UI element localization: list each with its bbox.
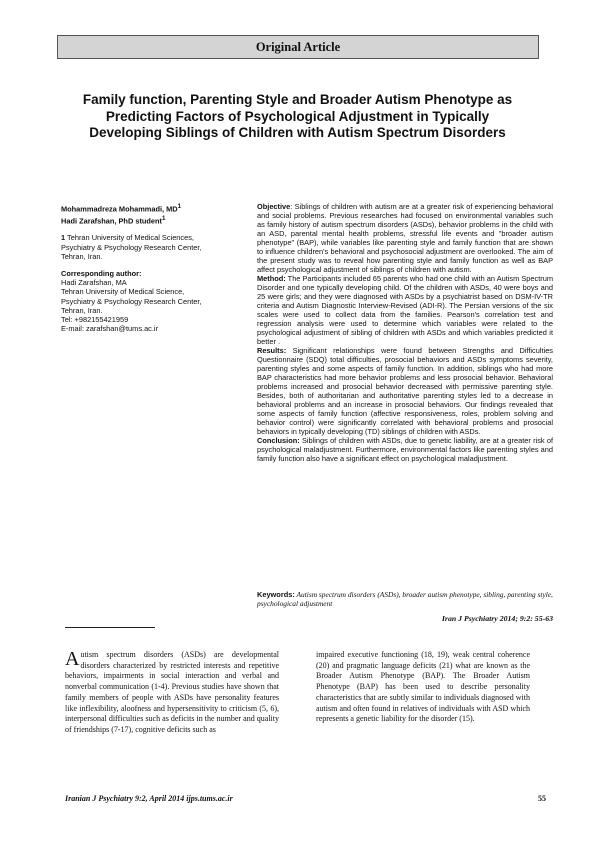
author-2-affiliation-mark: 1 bbox=[162, 214, 166, 222]
corresponding-email: E-mail: zarafshan@tums.ac.ir bbox=[61, 324, 159, 334]
journal-citation: Iran J Psychiatry 2014; 9:2: 55-63 bbox=[441, 614, 553, 623]
page-number: 55 bbox=[538, 794, 546, 803]
drop-cap: A bbox=[65, 648, 80, 670]
conclusion-text: Siblings of children with ASDs, due to genetic liability, are at a greater risk of psychological maladjustment. Furthermore, environmental factors like parenting styles and family function also have a significant effect on psychological maladjustment. bbox=[257, 436, 553, 464]
affiliation-number: 1 bbox=[61, 233, 66, 243]
abstract-objective bbox=[257, 202, 553, 274]
corresponding-phone: Tel: +982155421959 bbox=[61, 314, 129, 324]
keywords bbox=[257, 590, 553, 609]
corresponding-line: Hadi Zarafshan, MA bbox=[61, 278, 127, 288]
footer-journal-info: Iranian J Psychiatry 9:2, April 2014 ijps.tums.ac.ir bbox=[65, 794, 233, 803]
abstract-method bbox=[257, 274, 553, 346]
author-block bbox=[61, 202, 211, 333]
author-1 bbox=[61, 202, 211, 214]
results-text: Significant relationships were found between Strengths and Difficulties Questionnaire (SDQ) total difficulties, prosocial behaviors and ASDs symptoms severity, parenting styles and some aspects of family function. In addition, siblings who had more BAP characteristics had more behavior problems and less prosocial behavior. Behavioral problems increased and prosocial behavior decreased with permissive parenting style. Besides, both of authoritarian and authoritative parenting styles led to a decrease in behavioral problems and an increase in prosocial behaviors. Our findings revealed that some aspects of family function (affective responsiveness, roles, problem solving and behavior control) were significantly correlated with behavioral problems and prosocial behaviors in typically developing (TD) siblings of children with ASDs. bbox=[257, 346, 553, 437]
author-1-name: Mohammadreza Mohammadi, MD bbox=[61, 204, 178, 214]
results-label: Results: bbox=[257, 346, 287, 356]
corresponding-author-label: Corresponding author: bbox=[61, 268, 142, 278]
method-text: The Participants included 65 parents who had one child with an Autism Spectrum Disorder and one typically developing child. Of the children with ASDs, 40 were boys and 25 were girls; and they were diagnosed with ASDs by a psychiatrist based on DSM-IV-TR criteria and Autism Diagnostic Interview-Revised (ADI-R). The Persian versions of the six scales were used to collect data from the families. Pearson's correlation test and regression analysis were used to determine which variables were related to the psychological adjustment of sibling of children with ASDs and which variables predicted it better . bbox=[257, 274, 553, 347]
abstract-results bbox=[257, 346, 553, 436]
objective-text: : Siblings of children with autism are at a greater risk of experiencing behavioral and social problems. Previous researches had focused on environmental variables such as family history of autism spectrum disorders (ASDs), behavior problems in the child with an ASD, parental mental health problems, stressful life events and "broader autism phenotype" (BAP), while variables like parenting style and family function that are shown to influence children's behavioral and psychosocial adjustment are overlooked. The aim of the present study was to reveal how parenting style and family function as well as BAP affect psychological adjustment of siblings of children with autism. bbox=[257, 202, 553, 275]
abstract-conclusion bbox=[257, 436, 553, 463]
section-divider bbox=[65, 627, 155, 628]
author-1-affiliation-mark: 1 bbox=[177, 203, 182, 210]
keywords-text: Autism spectrum disorders (ASDs), broader autism phenotype, sibling, parenting style, psychological adjustment bbox=[257, 590, 553, 609]
article-type-banner bbox=[57, 35, 539, 59]
author-2-name: Hadi Zarafshan, PhD student bbox=[61, 216, 163, 226]
corresponding-line: Tehran University of Medical Science, Psychiatry & Psychology Research Center, bbox=[61, 287, 202, 306]
conclusion-label: Conclusion: bbox=[257, 436, 300, 446]
objective-label: Objective bbox=[257, 202, 291, 211]
author-2 bbox=[61, 214, 211, 226]
affiliation bbox=[61, 233, 211, 261]
body-column-left bbox=[65, 650, 279, 736]
article-type-label: Original Article bbox=[255, 39, 341, 54]
affiliation-text: Tehran University of Medical Sciences, Psychiatry & Psychology Research Center, Tehran, Iran. bbox=[61, 233, 202, 261]
intro-text-right: impaired executive functioning (18, 19), weak central coherence (20) and pragmatic language deficits (21) what are known as the Broader Autism Phenotype (BAP). The Broader Autism Phenotype (BAP) has been used to describe personality characteristics that are subtly similar to individuals diagnosed with autism and often found in relatives of individuals with ASD which represents a genetic liability for the disorder (15). bbox=[316, 650, 530, 724]
keywords-label: Keywords: bbox=[257, 590, 295, 599]
body-column-right bbox=[316, 650, 530, 725]
intro-paragraph bbox=[65, 650, 279, 736]
abstract bbox=[257, 202, 553, 463]
corresponding-line: Tehran, Iran. bbox=[61, 305, 103, 315]
article-title: Family function, Parenting Style and Broader Autism Phenotype as Predicting Factors of Psychological Adjustment in Typically Developing Siblings of Children with Autism Spectrum Disorders bbox=[82, 92, 513, 140]
intro-text-left: utism spectrum disorders (ASDs) are developmental disorders characterized by restricted interests and repetitive behaviors, impairments in social interaction and verbal and nonverbal communication (1-4). Previous studies have shown that family members of people with ASDs have personality features like inflexibility, aloofness and hypersensitivity to criticism (5, 6), interpersonal difficulties such as deficits in the number and quality of friendships (7-17), cognitive deficits such as bbox=[65, 650, 279, 734]
method-label: Method: bbox=[257, 274, 286, 284]
